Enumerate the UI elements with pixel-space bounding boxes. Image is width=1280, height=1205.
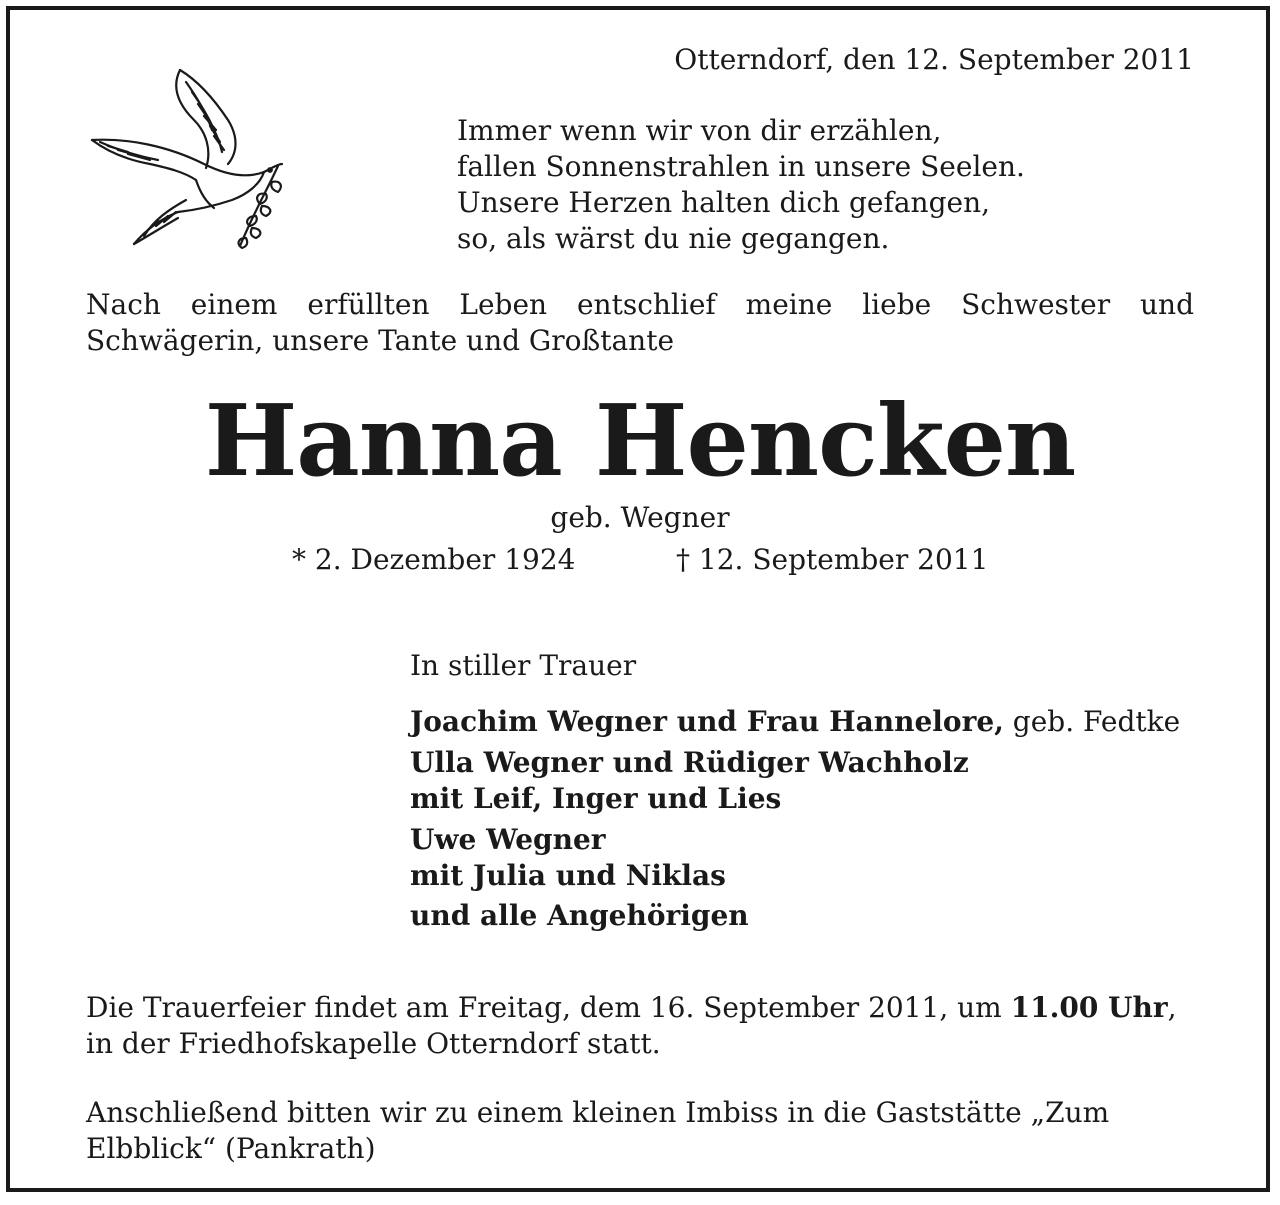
service-location: in der Friedhofskapelle Otterndorf statt. bbox=[86, 1027, 661, 1060]
mourning-heading: In stiller Trauer bbox=[410, 649, 637, 682]
service-time: 11.00 Uhr bbox=[1010, 991, 1168, 1024]
mourner-detail: geb. Fedtke bbox=[1003, 705, 1181, 738]
birth-date: * 2. Dezember 1924 bbox=[292, 543, 576, 576]
service-info bbox=[86, 990, 1176, 1062]
mourner-family: mit Julia und Niklas bbox=[410, 859, 726, 892]
intro-line: Nach einem erfüllten Leben entschlief meine liebe Schwester und bbox=[86, 288, 1194, 321]
reception-line: Anschließend bitten wir zu einem kleinen Imbiss in die Gaststätte „Zum bbox=[86, 1096, 1110, 1129]
deceased-name: Hanna Hencken bbox=[204, 384, 1076, 499]
poem-line: Immer wenn wir von dir erzählen, bbox=[457, 114, 942, 147]
poem-line: fallen Sonnenstrahlen in unsere Seelen. bbox=[457, 150, 1025, 183]
mourner-family: mit Leif, Inger und Lies bbox=[410, 782, 782, 815]
intro-text bbox=[86, 287, 1194, 359]
mourner-name: Uwe Wegner bbox=[410, 823, 606, 856]
maiden-name: geb. Wegner bbox=[550, 501, 730, 534]
mourner-name: Ulla Wegner und Rüdiger Wachholz bbox=[410, 746, 969, 779]
reception-line: Elbblick“ (Pankrath) bbox=[86, 1132, 376, 1165]
dove-with-olive-branch-icon bbox=[88, 60, 288, 260]
mourner-entry bbox=[410, 704, 1180, 740]
mourner-entry: und alle Angehörigen bbox=[410, 899, 749, 932]
reception-info bbox=[86, 1095, 1109, 1167]
mourner-name: Joachim Wegner und Frau Hannelore, bbox=[410, 705, 1004, 738]
poem bbox=[457, 113, 1025, 257]
service-line bbox=[86, 990, 1176, 1026]
service-text: Die Trauerfeier findet am Freitag, dem 16. September 2011, um bbox=[86, 991, 1011, 1024]
death-date: † 12. September 2011 bbox=[676, 543, 989, 576]
service-text: , bbox=[1167, 991, 1177, 1024]
mourner-entry bbox=[410, 745, 969, 817]
poem-line: Unsere Herzen halten dich gefangen, bbox=[457, 186, 990, 219]
mourner-entry bbox=[410, 822, 726, 894]
poem-line: so, als wärst du nie gegangen. bbox=[457, 222, 890, 255]
place-date: Otterndorf, den 12. September 2011 bbox=[674, 43, 1194, 76]
intro-line: Schwägerin, unsere Tante und Großtante bbox=[86, 324, 675, 357]
